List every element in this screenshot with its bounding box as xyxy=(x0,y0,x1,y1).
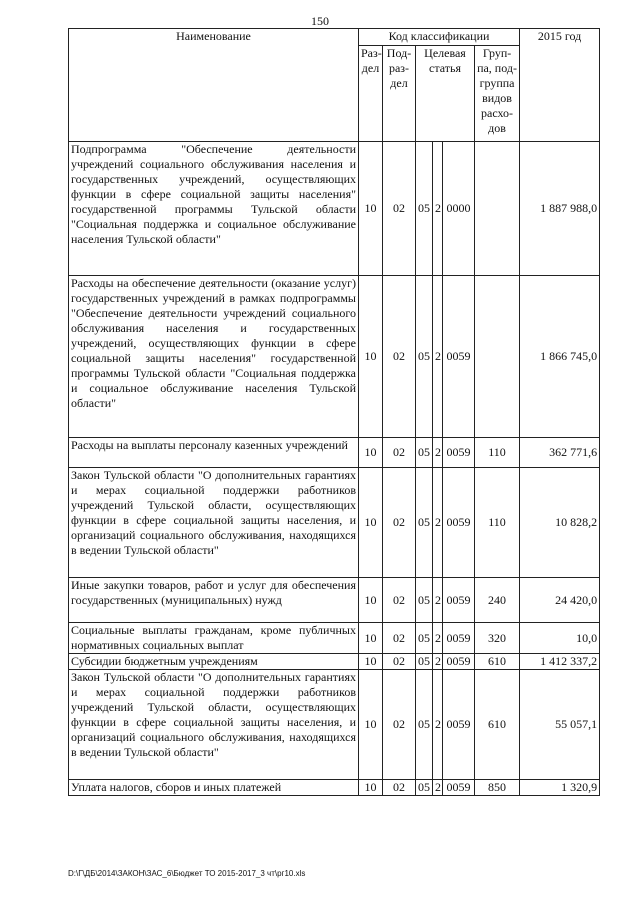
row-amount: 10,0 xyxy=(520,623,600,654)
row-name: Уплата налогов, сборов и иных платежей xyxy=(69,780,359,796)
row-vr: 240 xyxy=(475,578,520,623)
row-cs2: 2 xyxy=(433,654,443,670)
row-razdel: 10 xyxy=(359,276,383,438)
row-cs1: 05 xyxy=(416,780,433,796)
row-name: Подпрограмма "Обеспечение деятельности учреждений социального обслуживания населения и государственных учреждений, осуществляющих функции в сфере социальной защиты населения" государственной программы Тульской области "Социальная поддержка и социальное обслуживание населения Тульской области" xyxy=(69,142,359,276)
row-amount: 1 412 337,2 xyxy=(520,654,600,670)
row-vr: 850 xyxy=(475,780,520,796)
row-vr: 610 xyxy=(475,670,520,780)
table-row xyxy=(69,578,600,623)
table-row xyxy=(69,780,600,796)
header-name: Наименование xyxy=(69,29,359,142)
row-cs2: 2 xyxy=(433,468,443,578)
row-razdel: 10 xyxy=(359,578,383,623)
header-expense-group: Груп-па, под-группа видов расхо-дов xyxy=(475,46,520,142)
row-razdel: 10 xyxy=(359,654,383,670)
table-row xyxy=(69,276,600,438)
row-podrazdel: 02 xyxy=(383,468,416,578)
row-podrazdel: 02 xyxy=(383,670,416,780)
row-vr: 610 xyxy=(475,654,520,670)
row-cs1: 05 xyxy=(416,623,433,654)
row-name: Расходы на выплаты персоналу казенных учреждений xyxy=(69,438,359,468)
row-cs1: 05 xyxy=(416,438,433,468)
row-cs2: 2 xyxy=(433,142,443,276)
header-target-article: Целевая статья xyxy=(416,46,475,142)
row-cs3: 0059 xyxy=(443,780,475,796)
row-podrazdel: 02 xyxy=(383,623,416,654)
row-amount: 362 771,6 xyxy=(520,438,600,468)
row-cs1: 05 xyxy=(416,654,433,670)
row-cs3: 0059 xyxy=(443,654,475,670)
row-name: Закон Тульской области "О дополнительных гарантиях и мерах социальной поддержки работников учреждений Тульской области, осуществляющих функции в сфере социальной защиты населения, и организаций социального обслуживания, находящихся в ведении Тульской области" xyxy=(69,468,359,578)
row-podrazdel: 02 xyxy=(383,780,416,796)
row-vr xyxy=(475,142,520,276)
row-vr: 110 xyxy=(475,438,520,468)
row-name: Закон Тульской области "О дополнительных гарантиях и мерах социальной поддержки работников учреждений Тульской области, осуществляющих функции в сфере социальной защиты населения, и организаций социального обслуживания, находящихся в ведении Тульской области" xyxy=(69,670,359,780)
row-cs2: 2 xyxy=(433,780,443,796)
row-razdel: 10 xyxy=(359,780,383,796)
row-razdel: 10 xyxy=(359,670,383,780)
row-razdel: 10 xyxy=(359,468,383,578)
row-amount: 55 057,1 xyxy=(520,670,600,780)
row-cs1: 05 xyxy=(416,578,433,623)
row-cs2: 2 xyxy=(433,623,443,654)
row-podrazdel: 02 xyxy=(383,276,416,438)
row-podrazdel: 02 xyxy=(383,578,416,623)
header-subsection: Под-раз-дел xyxy=(383,46,416,142)
row-cs3: 0000 xyxy=(443,142,475,276)
table-row xyxy=(69,623,600,654)
row-podrazdel: 02 xyxy=(383,654,416,670)
row-podrazdel: 02 xyxy=(383,142,416,276)
row-vr: 320 xyxy=(475,623,520,654)
header-section: Раз-дел xyxy=(359,46,383,142)
row-cs3: 0059 xyxy=(443,623,475,654)
file-path-footer: D:\Г\ДБ\2014\ЗАКОН\ЗАС_6\Бюджет ТО 2015-2017_3 чт\рг10.xls xyxy=(68,869,306,878)
row-razdel: 10 xyxy=(359,142,383,276)
row-podrazdel: 02 xyxy=(383,438,416,468)
row-razdel: 10 xyxy=(359,438,383,468)
row-cs1: 05 xyxy=(416,276,433,438)
row-cs2: 2 xyxy=(433,438,443,468)
row-cs1: 05 xyxy=(416,670,433,780)
row-amount: 24 420,0 xyxy=(520,578,600,623)
page-number: 150 xyxy=(311,14,329,28)
row-cs3: 0059 xyxy=(443,468,475,578)
header-year: 2015 год xyxy=(520,29,600,142)
row-name: Социальные выплаты гражданам, кроме публичных нормативных социальных выплат xyxy=(69,623,359,654)
row-cs2: 2 xyxy=(433,670,443,780)
row-cs3: 0059 xyxy=(443,276,475,438)
row-amount: 1 866 745,0 xyxy=(520,276,600,438)
row-amount: 1 887 988,0 xyxy=(520,142,600,276)
row-name: Иные закупки товаров, работ и услуг для обеспечения государственных (муниципальных) нужд xyxy=(69,578,359,623)
table-row xyxy=(69,670,600,780)
row-vr: 110 xyxy=(475,468,520,578)
table-row xyxy=(69,142,600,276)
table-row xyxy=(69,468,600,578)
row-cs2: 2 xyxy=(433,578,443,623)
row-razdel: 10 xyxy=(359,623,383,654)
row-cs1: 05 xyxy=(416,468,433,578)
budget-table xyxy=(68,28,600,796)
row-vr xyxy=(475,276,520,438)
row-cs3: 0059 xyxy=(443,670,475,780)
row-amount: 1 320,9 xyxy=(520,780,600,796)
row-cs3: 0059 xyxy=(443,578,475,623)
row-cs3: 0059 xyxy=(443,438,475,468)
row-name: Субсидии бюджетным учреждениям xyxy=(69,654,359,670)
row-cs1: 05 xyxy=(416,142,433,276)
table-row xyxy=(69,654,600,670)
table-row xyxy=(69,438,600,468)
header-classification: Код классификации xyxy=(359,29,520,46)
row-cs2: 2 xyxy=(433,276,443,438)
row-amount: 10 828,2 xyxy=(520,468,600,578)
row-name: Расходы на обеспечение деятельности (оказание услуг) государственных учреждений в рамках подпрограммы "Обеспечение деятельности учреждений социального обслуживания населения и государственных учреждений, осуществляющих функции в сфере социальной защиты населения" государственной программы Тульской области "Социальная поддержка и социальное обслуживание населения Тульской области" xyxy=(69,276,359,438)
